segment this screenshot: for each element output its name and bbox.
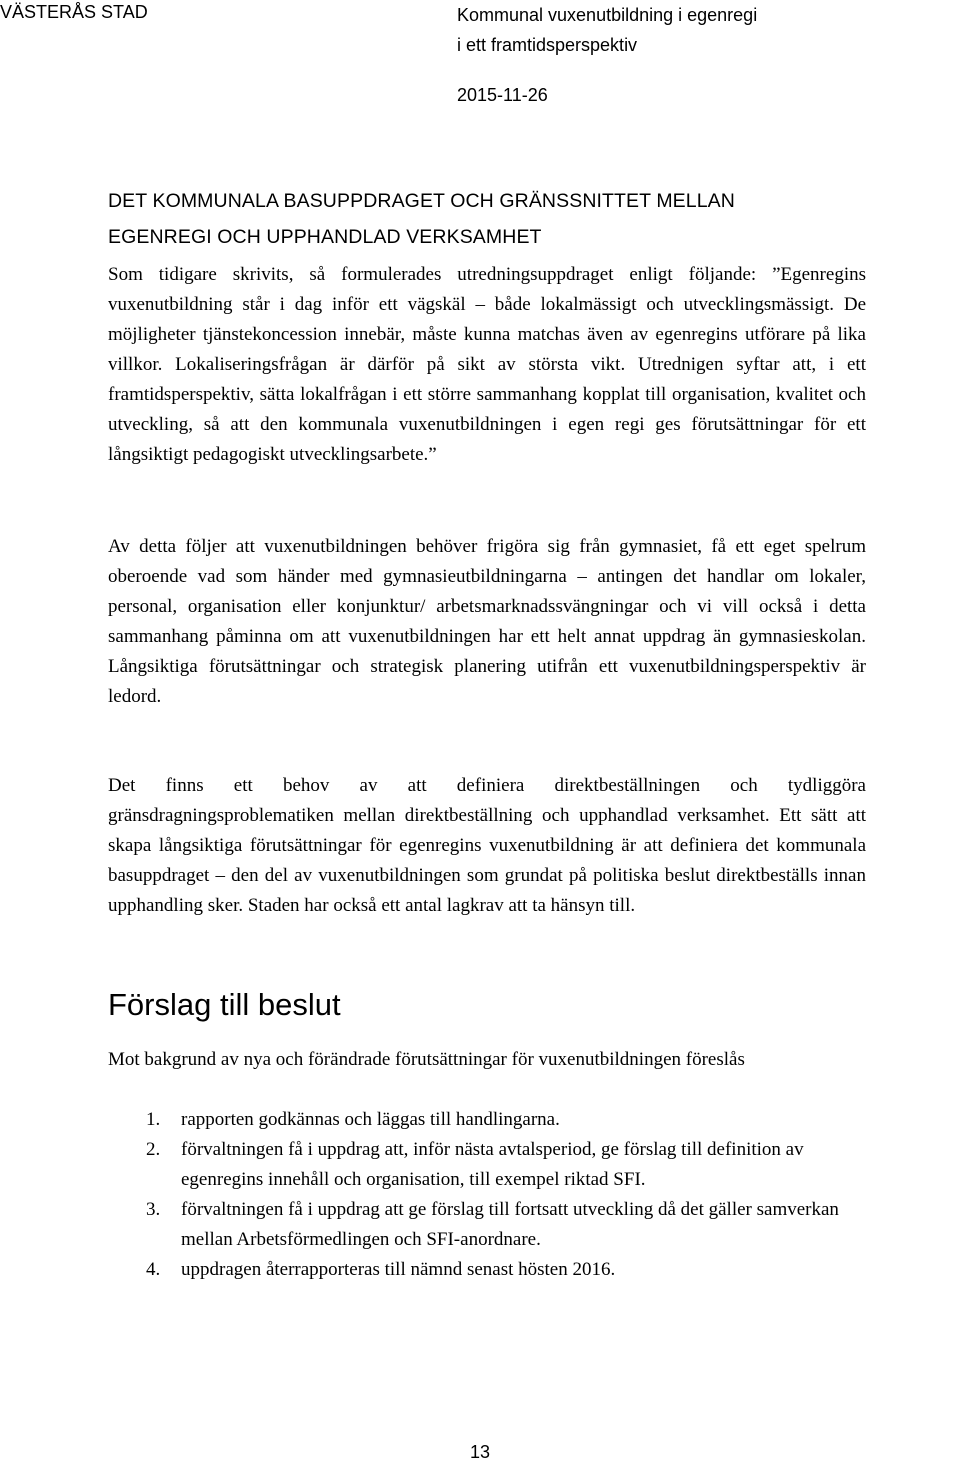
body-paragraph-1: Som tidigare skrivits, så formulerades utredningsuppdraget enligt följande: ”Egenregins vuxenutbildning står i dag inför ett vägskäl – både lokalmässigt och utvecklingsmässigt. De möjligheter tjänstekoncession innebär, måste kunna matchas även av egenregins utförare på lika villkor. Lokaliseringsfrågan är därför på sikt av största vikt. Utrednigen syftar att, i ett framtidsperspektiv, sätta lokalfrågan i ett större sammanhang kopplat till organisation, kvalitet och utveckling, så att den kommunala vuxenutbildningen i egen regi ges förutsättningar för ett långsiktigt pedagogiskt utvecklingsarbete.” xyxy=(108,264,866,465)
header-title-line1: Kommunal vuxenutbildning i egenregi xyxy=(457,5,758,25)
body-paragraph-2: Av detta följer att vuxenutbildningen behöver frigöra sig från gymnasiet, få ett eget spelrum oberoende vad som händer med gymnasieutbildningarna – antingen det handlar om lokaler, personal, organisation eller konjunktur/ arbetsmarknadssvängningar och vi vill också i detta sammanhang påminna om att vuxenutbildningen har ett helt annat uppdrag än gymnasieskolan. Långsiktiga förutsättningar och strategisk planering utifrån ett vuxenutbildningsperspektiv är ledord. xyxy=(108,536,866,707)
proposal-item xyxy=(108,1255,888,1285)
proposal-text: rapporten godkännas och läggas till handlingarna. xyxy=(181,1109,560,1130)
proposal-item xyxy=(108,1135,888,1195)
proposal-text: uppdragen återrapporteras till nämnd senast hösten 2016. xyxy=(181,1259,616,1280)
proposal-number: 1. xyxy=(146,1109,161,1130)
proposal-text: förvaltningen få i uppdrag att, inför nästa avtalsperiod, ge förslag till definition av egenregins innehåll och organisation, till exempel riktad SFI. xyxy=(181,1139,804,1190)
proposal-number: 2. xyxy=(146,1139,161,1160)
header-date: 2015-11-26 xyxy=(457,85,548,105)
proposal-text: förvaltningen få i uppdrag att ge förslag till fortsatt utveckling då det gäller samverkan mellan Arbetsförmedlingen och SFI-anordnare. xyxy=(181,1199,839,1250)
header-document-title xyxy=(457,0,757,60)
header-title-line2: i ett framtidsperspektiv xyxy=(457,35,638,55)
proposal-item xyxy=(108,1105,888,1135)
proposal-intro: Mot bakgrund av nya och förändrade förutsättningar för vuxenutbildningen föreslås xyxy=(108,1049,745,1070)
proposal-section-title: Förslag till beslut xyxy=(108,987,341,1022)
proposal-item xyxy=(108,1195,888,1255)
header-organization: VÄSTERÅS STAD xyxy=(0,2,148,22)
heading-line1: DET KOMMUNALA BASUPPDRAGET OCH GRÄNSSNITTET MELLAN xyxy=(108,190,735,212)
proposal-list xyxy=(108,1105,888,1285)
heading-line2: EGENREGI OCH UPPHANDLAD VERKSAMHET xyxy=(108,226,542,248)
page-number: 13 xyxy=(469,1442,491,1462)
body-paragraph-3: Det finns ett behov av att definiera direktbeställningen och tydliggöra gränsdragningsproblematiken mellan direktbeställning och upphandlad verksamhet. Ett sätt att skapa långsiktiga förutsättningar för egenregins vuxenutbildning är att definiera det kommunala basuppdraget – den del av vuxenutbildningen som grundat på politiska beslut direktbeställs innan upphandling sker. Staden har också ett antal lagkrav att ta hänsyn till. xyxy=(108,775,866,916)
section-heading xyxy=(108,183,868,255)
proposal-number: 3. xyxy=(146,1199,161,1220)
proposal-number: 4. xyxy=(146,1259,161,1280)
